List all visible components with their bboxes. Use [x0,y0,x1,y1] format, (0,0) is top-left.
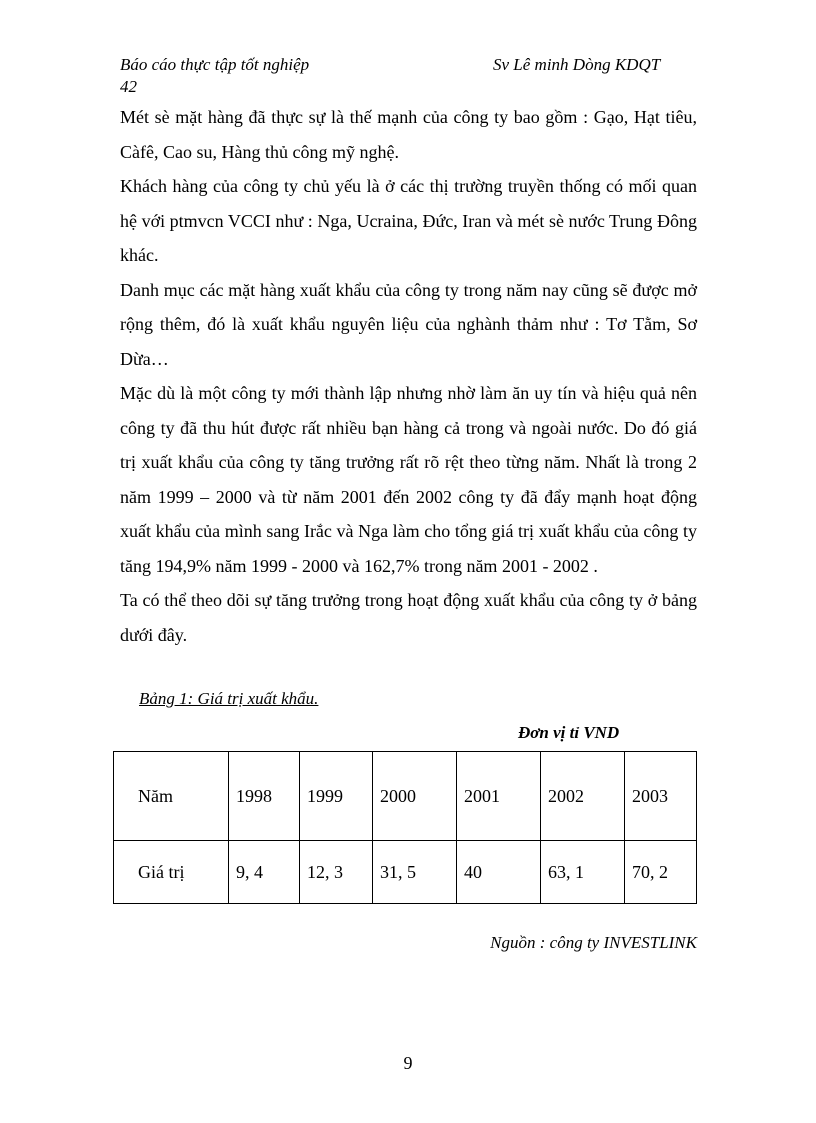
table-unit: Đơn vị tỉ VND [518,723,620,742]
year-cell: 1999 [300,752,373,841]
value-cell: 40 [457,841,541,904]
body-text [120,100,697,652]
year-cell: 2003 [625,752,697,841]
paragraph-1: Mét sè mặt hàng đã thực sự là thế mạnh của công ty bao gồm : Gạo, Hạt tiêu, Càfê, Cao su, Hàng thủ công mỹ nghệ. [120,107,697,162]
row-label-value: Giá trị [114,841,229,904]
header-report-title: Báo cáo thực tập tốt nghiệp [120,55,310,74]
value-cell: 31, 5 [373,841,457,904]
year-cell: 2001 [457,752,541,841]
header-author: Sv Lê minh Dòng KDQT [493,55,661,74]
page-number: 9 [403,1053,413,1073]
table-source: Nguồn : công ty INVESTLINK [490,933,697,952]
paragraph-2: Khách hàng của công ty chủ yếu là ở các thị trường truyền thống có mối quan hệ với ptmvcn VCCI như : Nga, Ucraina, Đức, Iran và mét sè nước Trung Đông khác. [120,176,697,265]
paragraph-3: Danh mục các mặt hàng xuất khẩu của công ty trong năm nay cũng sẽ được mở rộng thêm, đó là xuất khẩu nguyên liệu của nghành thảm như : Tơ Tằm, Sơ Dừa… [120,279,697,369]
value-cell: 70, 2 [625,841,697,904]
table-row-year [114,752,697,841]
value-cell: 63, 1 [541,841,625,904]
paragraph-4: Mặc dù là một công ty mới thành lập nhưng nhờ làm ăn uy tín và hiệu quả nên công ty đã thu hút được rất nhiều bạn hàng cả trong và ngoài nước. Do đó giá trị xuất khẩu của công ty tăng trưởng rất rõ rệt theo từng năm. Nhất là trong 2 năm 1999 – 2000 và từ năm 2001 đến 2002 công ty đã đẩy mạnh hoạt động xuất khẩu của mình sang Irắc và Nga làm cho tổng giá trị xuất khẩu của công ty tăng 194,9% năm 1999 - 2000 và 162,7% trong năm 2001 - 2002 . [120,383,697,576]
year-cell: 2002 [541,752,625,841]
paragraph-5: Ta có thể theo dõi sự tăng trưởng trong hoạt động xuất khẩu của công ty ở bảng dưới đây. [120,590,697,645]
year-cell: 2000 [373,752,457,841]
header-number: 42 [120,77,137,96]
row-label-year: Năm [114,752,229,841]
value-cell: 9, 4 [229,841,300,904]
export-value-table [113,751,697,904]
table-caption: Bảng 1: Giá trị xuất khẩu. [139,689,319,708]
value-cell: 12, 3 [300,841,373,904]
table-row-value [114,841,697,904]
year-cell: 1998 [229,752,300,841]
